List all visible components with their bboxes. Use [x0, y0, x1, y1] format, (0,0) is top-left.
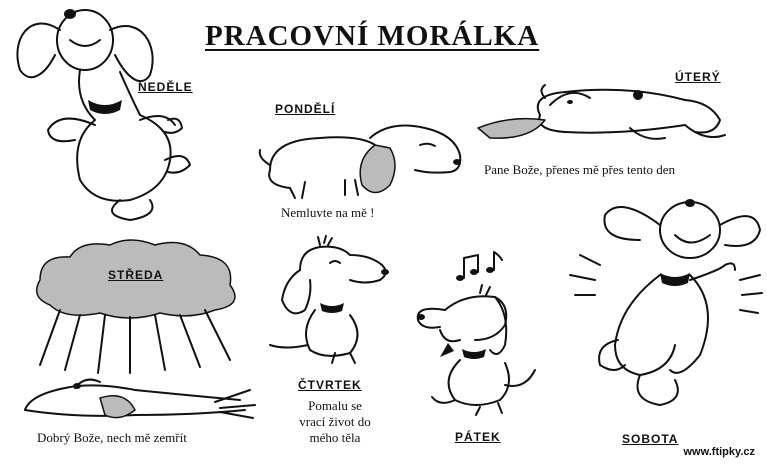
happy-dog-icon: [0, 0, 240, 220]
caption-ctvrtek: [280, 398, 390, 446]
day-label-streda: STŘEDA: [108, 268, 164, 282]
caption-ctvrtek-line-1: Pomalu se: [308, 398, 362, 413]
day-label-patek: PÁTEK: [455, 430, 501, 444]
caption-ctvrtek-line-3: mého těla: [309, 430, 361, 445]
caption-ctvrtek-line-2: vrací život do: [299, 414, 371, 429]
day-label-ctvrtek: ČTVRTEK: [298, 378, 362, 392]
music-notes-icon: [450, 250, 510, 290]
grumpy-dog-icon: [250, 110, 470, 205]
sitting-dog-icon: [260, 235, 400, 365]
sleeping-dog-icon: [470, 80, 750, 150]
source-watermark: www.ftipky.cz: [683, 446, 755, 458]
rain-cloud-icon: [20, 235, 255, 375]
caption-utery: Pane Bože, přenes mě přes tento den: [484, 162, 675, 177]
caption-pondeli: Nemluvte na mě !: [281, 205, 375, 220]
flattened-dog-icon: [15, 370, 265, 425]
caption-streda: Dobrý Bože, nech mě zemřít: [37, 430, 187, 445]
day-label-utery: ÚTERÝ: [675, 70, 721, 84]
page-title: PRACOVNÍ MORÁLKA: [205, 20, 540, 52]
singing-dog-icon: [410, 285, 550, 415]
day-label-pondeli: PONDĚLÍ: [275, 102, 336, 116]
day-label-nedele: NEDĚLE: [138, 80, 193, 94]
jumping-dog-icon: [560, 195, 765, 435]
day-label-sobota: SOBOTA: [622, 432, 679, 446]
